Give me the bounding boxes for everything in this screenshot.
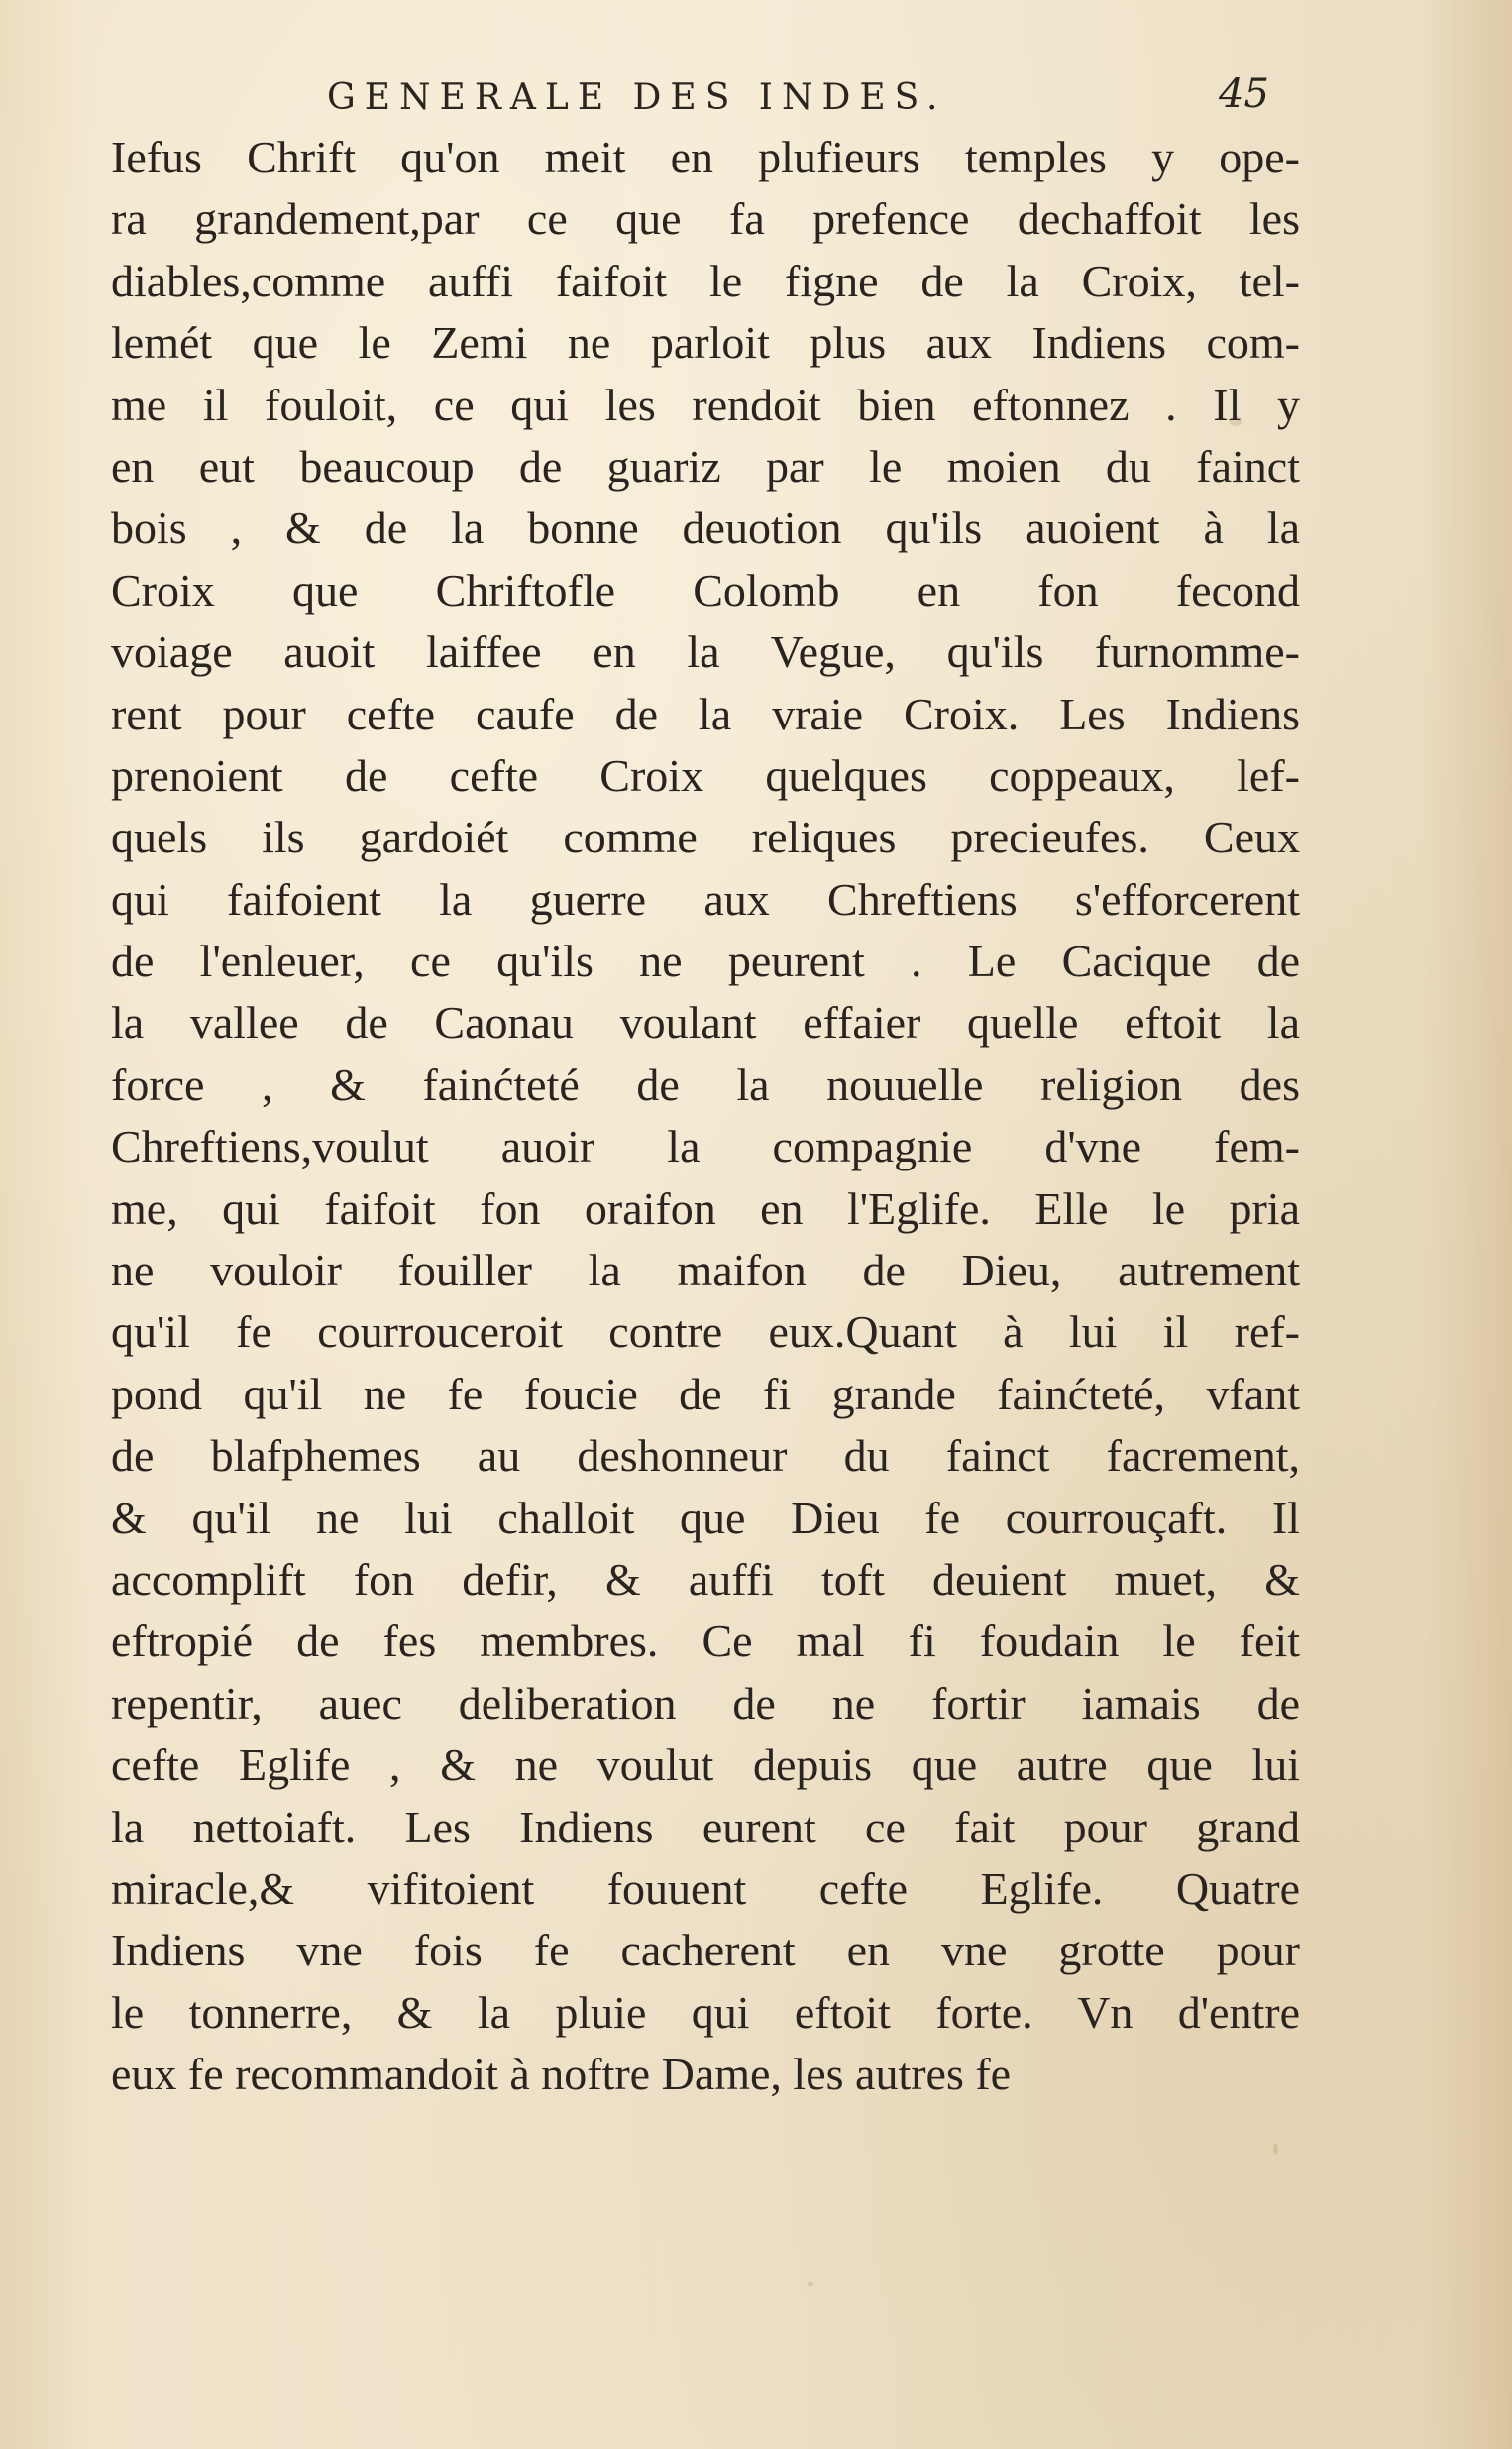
text-line: le tonnerre, & la pluie qui eftoit forte. Vn d'entre [111,1986,1300,2038]
text-line: me il fouloit, ce qui les rendoit bien eftonnez . Il y [111,379,1300,430]
paper-stain [1273,2143,1278,2155]
text-line: & qu'il ne lui challoit que Dieu fe courrouçaft. Il [111,1492,1300,1543]
text-line: la nettoiaft. Les Indiens eurent ce fait pour grand [111,1801,1300,1852]
text-line: pond qu'il ne fe foucie de fi grande fainćteté, vfant [111,1368,1300,1419]
text-line: ne vouloir fouiller la maifon de Dieu, autrement [111,1245,1300,1296]
text-line: rent pour cefte caufe de la vraie Croix. Les Indiens [111,688,1300,739]
running-head: GENERALE DES INDES. [327,77,947,118]
text-line: miracle,& vifitoient fouuent cefte Eglife. Quatre [111,1862,1300,1914]
text-line: de l'enleuer, ce qu'ils ne peurent . Le Cacique de [111,936,1300,987]
text-line: qu'il fe courrouceroit contre eux.Quant à lui il ref- [111,1306,1300,1358]
text-line: force , & fainćteté de la nouuelle religion des [111,1058,1300,1110]
text-line: de blafphemes au deshonneur du fainct facrement, [111,1430,1300,1482]
text-line: en eut beaucoup de guariz par le moien du fainct [111,440,1300,492]
text-line: Chreftiens,voulut auoir la compagnie d'vne fem- [111,1121,1300,1172]
text-line: eux fe recommandoit à noftre Dame, les autres fe [111,2049,1012,2100]
page-number: 45 [1219,71,1269,117]
body-text [111,127,1300,2106]
text-line: la vallee de Caonau voulant effaier quelle eftoit la [111,997,1300,1049]
text-line: me, qui faifoit fon oraifon en l'Eglife. Elle le pria [111,1182,1300,1234]
text-line: ra grandement,par ce que fa prefence dechaffoit les [111,193,1300,245]
text-line: Croix que Chriftofle Colomb en fon fecond [111,564,1300,615]
text-line: Iefus Chrift qu'on meit en plufieurs temples y ope- [111,132,1300,182]
text-line: eftropié de fes membres. Ce mal fi foudain le feit [111,1615,1300,1667]
text-line: diables,comme auffi faifoit le figne de la Croix, tel- [111,255,1300,306]
text-line: accomplift fon defir, & auffi toft deuient muet, & [111,1553,1300,1605]
text-line: cefte Eglife , & ne voulut depuis que autre que lui [111,1739,1300,1791]
text-line: qui faifoient la guerre aux Chreftiens s'efforcerent [111,873,1300,925]
text-line: voiage auoit laiffee en la Vegue, qu'ils furnomme- [111,626,1300,678]
text-line: repentir, auec deliberation de ne fortir iamais de [111,1677,1300,1728]
text-line: lemét que le Zemi ne parloit plus aux Indiens com- [111,317,1300,369]
text-line: bois , & de la bonne deuotion qu'ils auoient à la [111,502,1300,554]
text-line: Indiens vne fois fe cacherent en vne grotte pour [111,1925,1300,1976]
text-line: quels ils gardoiét comme reliques precieufes. Ceux [111,812,1300,863]
paper-stain [808,2282,813,2287]
text-line: prenoient de cefte Croix quelques coppeaux, lef- [111,749,1300,801]
